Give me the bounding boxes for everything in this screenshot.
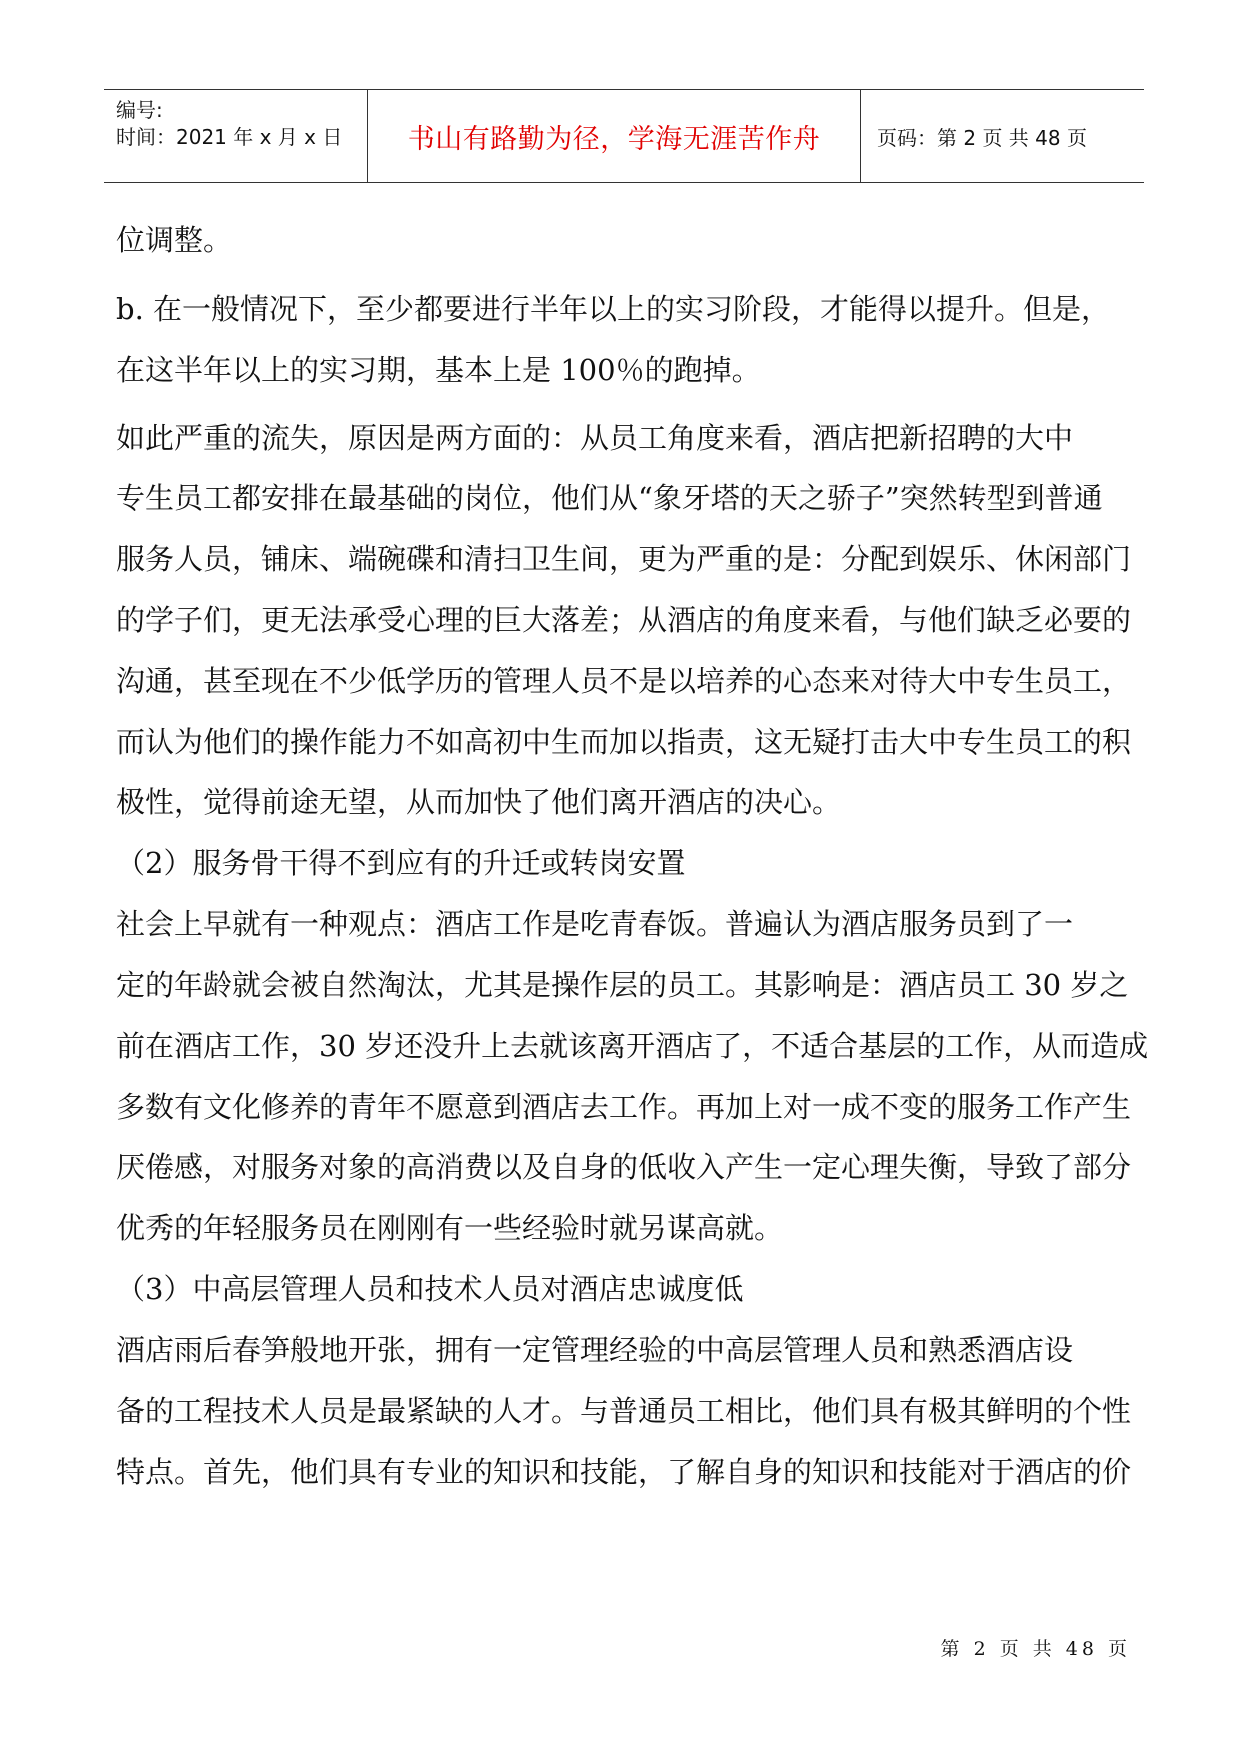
page-header [104,89,1144,183]
header-motto: 书山有路勤为径，学海无涯苦作舟 [407,123,821,155]
section-heading: （2）服务骨干得不到应有的升迁或转岗安置 [116,846,686,880]
header-motto-cell [368,90,861,182]
body-line: 特点。首先，他们具有专业的知识和技能，了解自身的知识和技能对于酒店的价 [116,1455,1132,1489]
body-line: 前在酒店工作，30 岁还没升上去就该离开酒店了，不适合基层的工作，从而造成 [116,1029,1149,1063]
body-line: 服务人员，铺床、端碗碟和清扫卫生间，更为严重的是：分配到娱乐、休闲部门 [116,542,1132,576]
body-line: 位调整。 [116,223,233,257]
body-line: 厌倦感，对服务对象的高消费以及自身的低收入产生一定心理失衡，导致了部分 [116,1150,1132,1184]
document-number-label: 编号: [116,98,163,122]
body-line: 沟通，甚至现在不少低学历的管理人员不是以培养的心态来对待大中专生员工， [116,664,1132,698]
body-line: 定的年龄就会被自然淘汰，尤其是操作层的员工。其影响是：酒店员工 30 岁之 [116,968,1129,1002]
section-heading: （3）中高层管理人员和技术人员对酒店忠诚度低 [116,1272,744,1306]
body-line: 在这半年以上的实习期，基本上是 100％的跑掉。 [116,353,761,387]
body-line: b. 在一般情况下，至少都要进行半年以上的实习阶段，才能得以提升。但是， [116,292,1111,326]
body-line: 社会上早就有一种观点：酒店工作是吃青春饭。普遍认为酒店服务员到了一 [116,907,1074,941]
body-line: 极性，觉得前途无望，从而加快了他们离开酒店的决心。 [116,785,842,819]
header-page-cell [861,90,1144,182]
body-line: 的学子们，更无法承受心理的巨大落差；从酒店的角度来看，与他们缺乏必要的 [116,603,1132,637]
body-line: 优秀的年轻服务员在刚刚有一些经验时就另谋高就。 [116,1211,784,1245]
body-line: 专生员工都安排在最基础的岗位，他们从“象牙塔的天之骄子”突然转型到普通 [116,481,1103,515]
body-line: 多数有文化修养的青年不愿意到酒店去工作。再加上对一成不变的服务工作产生 [116,1090,1132,1124]
body-line: 而认为他们的操作能力不如高初中生而加以指责，这无疑打击大中专生员工的积 [116,725,1132,759]
body-line: 如此严重的流失，原因是两方面的：从员工角度来看，酒店把新招聘的大中 [116,421,1074,455]
body-line: 酒店雨后春笋般地开张，拥有一定管理经验的中高层管理人员和熟悉酒店设 [116,1333,1074,1367]
page-footer: 第 2 页 共 48 页 [940,1638,1131,1660]
body-line: 备的工程技术人员是最紧缺的人才。与普通员工相比，他们具有极其鲜明的个性 [116,1394,1132,1428]
header-page-code: 页码：第 2 页 共 48 页 [877,125,1087,150]
header-left-cell [104,90,368,182]
document-time-label: 时间：2021 年 x 月 x 日 [116,125,343,149]
